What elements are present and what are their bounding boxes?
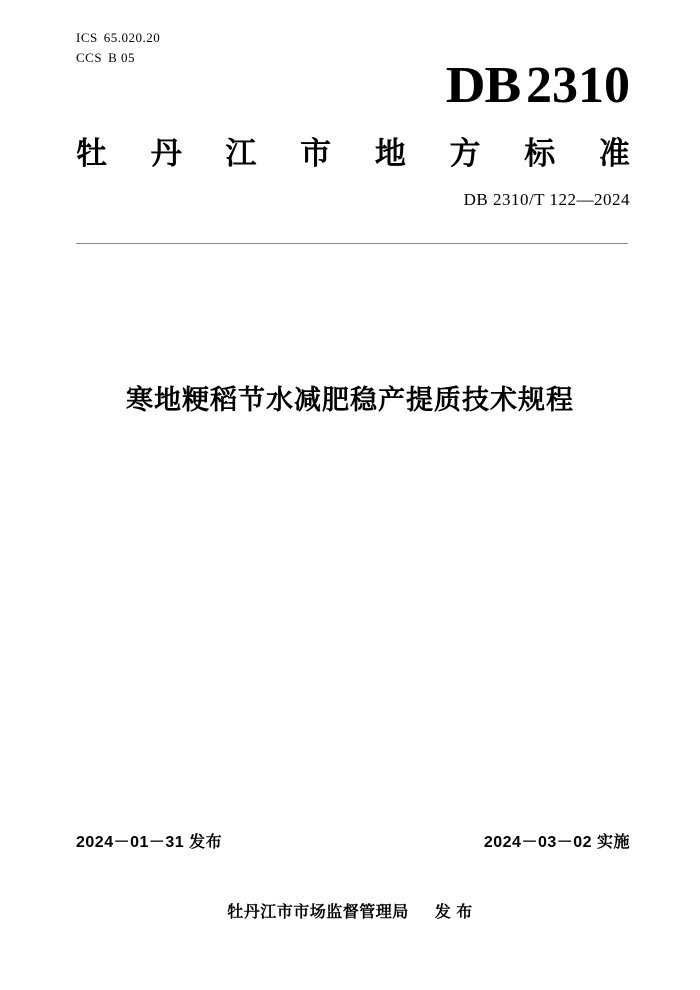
standard-title-char-5: 方 <box>449 136 481 171</box>
db-logo-number: 2310 <box>526 57 630 114</box>
publisher-action: 发 布 <box>434 904 473 921</box>
document-title: 寒地粳稻节水减肥稳产提质技术规程 <box>126 385 574 415</box>
ccs-value: B 05 <box>108 49 135 65</box>
standard-title-char-1: 丹 <box>150 136 182 171</box>
standard-title-char-2: 江 <box>225 136 257 171</box>
standard-title-char-0: 牡 <box>76 136 107 171</box>
standard-title-char-7: 准 <box>598 136 630 171</box>
standard-number: DB 2310/T 122—2024 <box>463 190 630 209</box>
standard-title-char-4: 地 <box>374 136 406 171</box>
standard-title-char-6: 标 <box>524 136 556 171</box>
publisher-line <box>0 899 700 922</box>
ics-label: ICS <box>76 30 98 45</box>
ccs-code-line <box>76 48 160 68</box>
standard-title-char-3: 市 <box>300 136 332 171</box>
ics-code-line <box>76 28 160 48</box>
db-logo-mark <box>445 57 630 114</box>
ics-value: 65.020.20 <box>103 30 161 45</box>
date-row <box>76 829 630 852</box>
implementation-date: 2024－03－02 实施 <box>483 834 630 851</box>
header-divider <box>76 243 628 244</box>
classification-codes <box>76 28 160 67</box>
db-logo-letters: DB <box>445 57 520 114</box>
standard-title-line <box>76 128 630 173</box>
publisher-name: 牡丹江市市场监督管理局 <box>227 904 409 921</box>
issue-date: 2024－01－31 发布 <box>76 834 223 851</box>
ccs-label: CCS <box>76 49 103 65</box>
